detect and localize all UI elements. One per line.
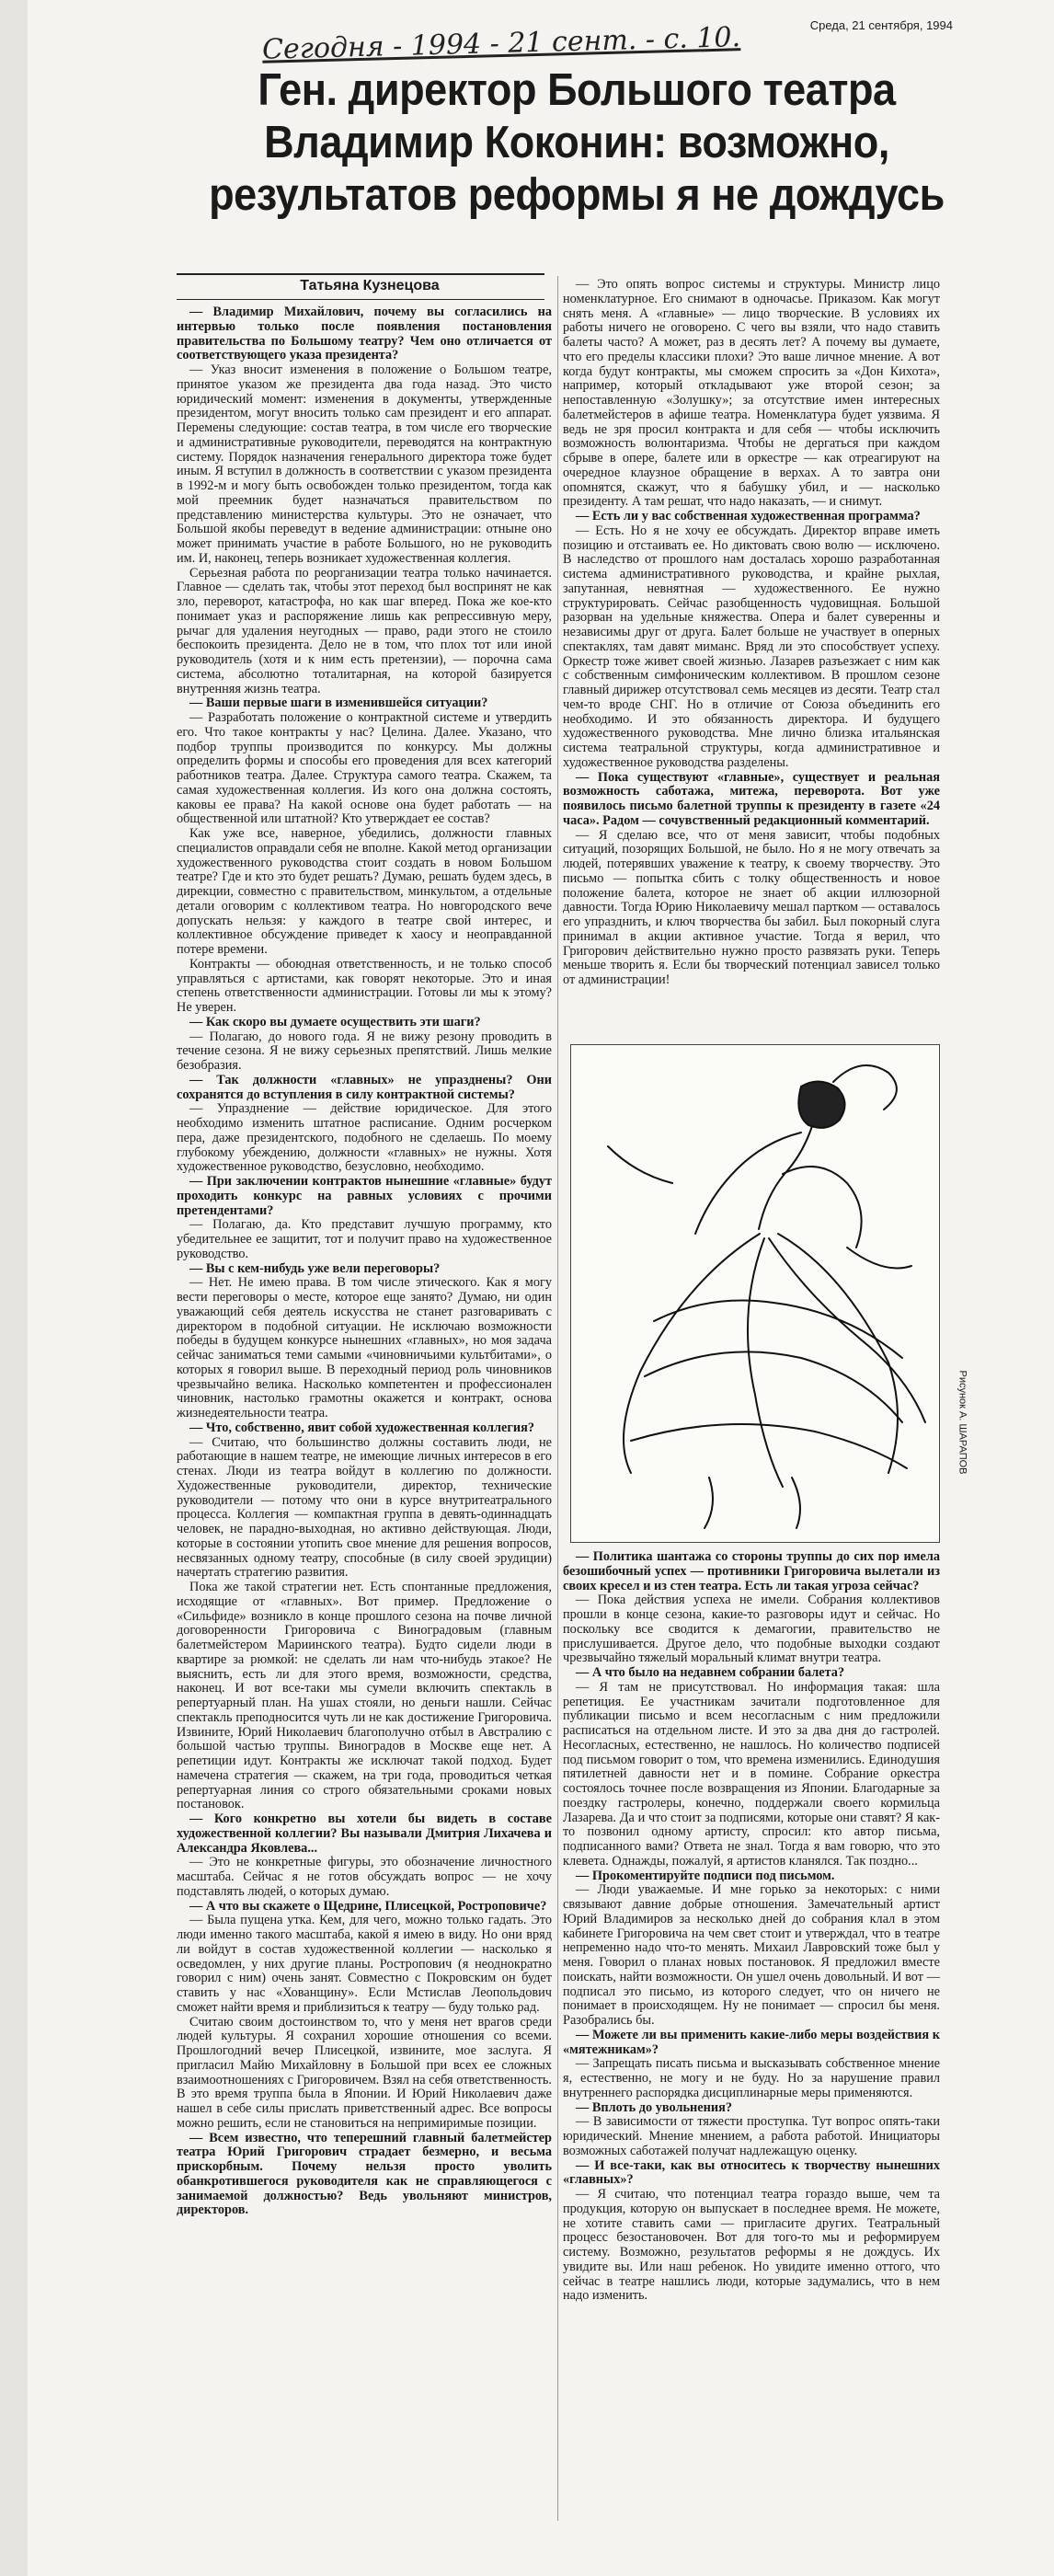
interview-answer: — Нет. Не имею права. В том числе этического. Как я могу вести переговоры о месте, которое еще занято? Думаю, ни один уважающий себя деятель искусства не станет разговаривать с директором в подобной ситуации. Не исключаю возможности победы в будущем конкурсе нынешних «главных», но моя задача сейчас заниматься теми самыми «чиновничьими культбитами», о которых я говорил выше. В переходный период роль чиновников чрезвычайно велика. Насколько компетентен и профессионален чиновник, настолько грамотны окажется и контракт, основа жизнедеятельности театра.: [177, 1275, 552, 1420]
interview-question: — Что, собственно, явит собой художественная коллегия?: [189, 1420, 534, 1435]
byline: Татьяна Кузнецова: [300, 278, 440, 293]
interview-question: — Пока существуют «главные», существует и реальная возможность саботажа, митежа, переворота. Вот уже появилось письмо балетной труппы к президенту в газете «24 часа». Радом — сочувственный редакционный комментарий.: [563, 769, 940, 828]
interview-answer: — Полагаю, да. Кто представит лучшую программу, кто убедительнее ее защитит, тот и получит право на художественное руководство.: [177, 1217, 552, 1261]
interview-question: — Так должности «главных» не упразднены? Они сохранятся до вступления в силу контрактной системы?: [177, 1072, 552, 1102]
interview-question: — Вплоть до увольнения?: [576, 2099, 732, 2115]
dateline: Среда, 21 сентября, 1994: [809, 18, 953, 32]
interview-answer: — Упразднение — действие юридическое. Для этого необходимо изменить штатное расписание. Одним росчерком пера, даже президентского, подобного не сделаешь. По моему глубокому убеждению, должности «главных» не нужны. Хотя художественное руководство, безусловно, необходимо.: [177, 1101, 552, 1175]
interview-question: — Кого конкретно вы хотели бы видеть в составе художественной коллегии? Вы называли Дмитрия Лихачева и Александра Яковлева...: [177, 1811, 552, 1856]
interview-question: — А что было на недавнем собрании балета?: [576, 1665, 845, 1680]
interview-answer: — Указ вносит изменения в положение о Большом театре, принятое указом же президента два года назад. Это чисто юридический момент: изменения в документы, утвержденные президентом, могут вносить только сам президент и его аппарат. Перемены следующие: состав театра, в том числе его творческие и административные руководители, переводятся на контрактную систему. Порядок назначения генерального директора тоже будет иным. Я вступил в должность в соответствии с указом президента в 1992-м и могу быть освобожден только президентом, тогда как мой преемник будет назначаться правительством по представлению министерства культуры. Это не означает, что Большой якобы переведут в ведение администрации: отныне оно может принимать участие в работе Большого, но не руководить им. И, наконец, теперь возникает художественная коллегия.: [177, 362, 552, 566]
interview-question: — И все-таки, как вы относитесь к творчеству нынешних «главных»?: [563, 2157, 940, 2188]
interview-answer: Считаю своим достоинством то, что у меня нет врагов среди людей культуры. Я сохранил хорошие отношения со всеми. Прошлогодний вечер Плисецкой, извините, мое заслуга. Я пригласил Майю Михайловну в Большой при всех ее сложных взаимоотношениях с Григоровичем. Взял на себя ответственность. В это время труппа была в Японии. И Юрий Николаевич даже нашел в себе силы прислать приветственный адрес. Все вопросы можно решить, если не становиться на непримиримые позиции.: [177, 2014, 552, 2131]
interview-answer: — Это опять вопрос системы и структуры. Министр лицо номенклатурное. Его снимают в одночасье. Приказом. Как могут снять меня. А «главные» — лицо творческие. В условиях их работы ничего не оговорено. С чего вы взяли, что надо ставить балеты часто? А может, раз в десять лет? А почему вы думаете, что его пределы классики плохи? Это ваше личное мнение. А вот когда будут контракты, мы сможем спросить за «Дон Кихота», например, который откладывают уже второй сезон; за непоставленную «Золушку»; за отсутствие имен интересных балетмейстеров в афише театра. Номенклатура будет уязвима. Я ведь не зря просил контракта и для себя — чтобы исключить возможность волюнтаризма. Чтобы не дергаться при каждом сбрыве в опере, балете или в оркестре — как отреагируют на очередное клаузное обращение в верхах. А то завтра они опомнятся, скажут, что я бабушку убил, и — насколько президенту. А там решат, что надо наказать, — и снимут.: [563, 278, 940, 510]
interview-question: — Вы с кем-нибудь уже вели переговоры?: [189, 1260, 441, 1276]
interview-answer: Серьезная работа по реорганизации театра только начинается. Главное — сделать так, чтобы этот переход был воспринят не как зло, переворот, катастрофа, но как шаг вперед. Пока же кое-кто понимает указ и распоряжение лишь как репрессивную меру, рычаг для удаления неугодных — право, ради этого не стоило беспокоить президента. Дело не в том, что плох тот или иной руководитель (хотя и к ним есть претензии), — порочна сама система, абсолютно тоталитарная, на которой базируется внутренняя жизнь театра.: [177, 565, 552, 696]
interview-answer: — Полагаю, до нового года. Я не вижу резону проводить в течение сезона. Я не вижу серьезных препятствий. Лишь мелкие безобразия.: [177, 1029, 552, 1073]
byline-rule-top: [177, 273, 544, 275]
interview-question: — Есть ли у вас собственная художественная программа?: [576, 509, 921, 523]
interview-question: — Владимир Михайлович, почему вы согласились на интервью только после появления постановления правительства по Большому театру? Чем оно отличается от соответствующего указа президента?: [177, 305, 552, 363]
interview-question: — Политика шантажа со стороны труппы до сих пор имела безошибочный успех — противники Григоровича вылетали из своих кресел и из стен театра. Есть ли такая угроза сейчас?: [563, 1550, 940, 1593]
headline: Ген. директор Большого театра Владимир Коконин: возможно, результатов реформы я не дождусь: [209, 65, 945, 220]
illustration: [570, 1044, 940, 1543]
interview-question: — Можете ли вы применить какие-либо меры воздействия к «мятежникам»?: [563, 2027, 940, 2057]
interview-answer: Пока же такой стратегии нет. Есть спонтанные предложения, исходящие от «главных». Вот пример. Предложение о «Сильфиде» возникло в конце прошлого сезона на почве личной договоренности Григоровича с Виноградовым (главным балетмейстером Мариинского театра). Будто сидели люди в квартире за рюмкой: не сделать ли нам что-нибудь этакое? Не выяснить, есть ли для этого время, возможности, средства, наконец. И вот все-таки мы сумели включить спектакль в репертуарный план. На ушах стояли, но деньги нашли. Сейчас спектакль преподносится чуть ли не как достижение Григоровича. Извините, Юрий Николаевич благополучно отбыл в Австралию с большой частью труппы. Виноградов в Москве еще нет. А репетиции идут. Контракты же исключат такой подход. Будет намечена стратегия — скажем, на три года, проводиться четкая репертуарная линия со строго обязательными сроками новых постановок.: [177, 1580, 552, 1812]
column-divider: [557, 276, 558, 2521]
interview-question: — Прокоментируйте подписи под письмом.: [576, 1868, 835, 1883]
interview-answer: — Я считаю, что потенциал театра гораздо выше, чем та продукция, которую он выпускает в последнее время. Не можете, не хотите ставить сами — пригласите других. Театральный процесс безостановочен. Вот для того-то мы и реформируем систему. Возможно, результатов реформы я не дождусь. Их увидите вы. Или наш ребенок. Но увидите именно оттого, что сейчас в театре нашлись люди, которые задумались, что в нем надо изменить.: [563, 2187, 940, 2304]
interview-answer: — Я там не присутствовал. Но информация такая: шла репетиция. Ее участникам зачитали подготовленное для публикации письмо и всем несогласным с ним предложили расписаться на отдельном листе. И это за два дня до гастролей. Несогласных, естественно, не нашлось. Но количество подписей под письмом говорит о том, что времена изменились. Единодушия пятилетней давности нет и в помине. Собрание оркестра состоялось точнее после возвращения из Японии. Благодарные за поездку гастролеры, конечно, поддержали своего кормильца Лазарева. Да и что стоит за подписями, которые они ставят? Я как-то позвонил одному артисту, спросил: кто автор письма, подписанного вами? Ответа не знал. Тогда я вам говорю, что это клевета. Однажды, пожалуй, я артистов кланялся. Так поздно...: [563, 1679, 940, 1869]
masthead-fragment: [37, 0, 681, 13]
interview-answer: — Была пущена утка. Кем, для чего, можно только гадать. Это люди именно такого масштаба, какой я имею в виду. Но они вряд ли войдут в состав художественной коллегии — насколько я осведомлен, у них другие планы. Ростропович (я неоднократно говорил с ним) очень занят. Совместно с Покровским он будет ставить у нас «Хованщину». Если Мстислав Леопольдович сможет найти время и приблизиться к театру — буду только рад.: [177, 1913, 552, 2015]
interview-answer: — Пока действия успеха не имели. Собрания коллективов прошли в конце сезона, какие-то разговоры идут и сейчас. Но поскольку все сводится к демагогии, правительство не прислушивается. Другое дело, что подобные выходки создают чрезвычайно тяжелый моральный климат внутри театра.: [563, 1593, 940, 1666]
interview-answer: — Считаю, что большинство должны составить люди, не работающие в нашем театре, не имеющие личных интересов в его стенах. Люди из театра войдут в коллегию по должности. Художественные руководители, директор, технические руководители — потому что они в курсе внутритеатрального процесса. Коллегия — компактная группа в девять-одиннадцать человек, не парадно-выходная, но активно действующая. Люди, которые в состоянии утопить свое мнение для решения вопросов, несвязанных одному театру, способные (в силу своей эрудиции) начертать стратегию развития.: [177, 1434, 552, 1581]
scan-edge: [0, 0, 28, 2576]
interview-answer: Как уже все, наверное, убедились, должности главных специалистов оправдали себя не вполне. Какой метод организации художественного руководства стоит создать в новом Большом театре? Где и кто это будет решать? Думаю, решать будем здесь, в дирекции, совместно с правительством, минкультом, а отдельные детали оговорим с коллективом театра. Но новгородского вече допускать нельзя: у каждого в театре свой интерес, и коллективное обсуждение приведет к хаосу и неоправданной потере времени.: [177, 826, 552, 957]
interview-question: — Ваши первые шаги в изменившейся ситуации?: [189, 696, 488, 711]
column-2-top: [563, 278, 940, 1032]
interview-answer: — Разработать положение о контрактной системе и утвердить его. Что такое контракты у нас? Целина. Далее. Указано, что подбор труппы производится по конкурсу. Мы должны определить формы и способы его проведения для всех категорий работников театра. Далее. Структура самого театра. Скажем, та самая художественная коллегия. Из кого она должна состоять, каковы ее права? На какой основе она будет работать — на общественной или штатной? Кто утверждает ее состав?: [177, 710, 552, 827]
interview-answer: — Есть. Но я не хочу ее обсуждать. Директор вправе иметь позицию и отстаивать ее. Но диктовать свою волю — исключено. В наследство от прошлого нам досталась хорошо разработанная система административного руководства, и крайне рыхлая, запутанная, невнятная — художественного. Ее нужно структурировать. Сейчас разобщенность чудовищная. Большой разорван на удельные княжества. Опера и балет суверенны и независимы друг от друга. Балет больше не участвует в оперных спектаклях, там давят миманс. Вряд ли это способствует успеху. Оркестр тоже живет своей жизнью. Лазарев разъезжает с ним как с собственным симфоническим коллективом. В прошлом сезоне главный дирижер отсутствовал семь месяцев из десяти. Театр стал чем-то вроде СНГ. Но в отличие от Союза объединить его необходимо. И это обязанность директора. И будущего художественного руководства. Мне лично близка итальянская система театральной структуры, когда административное и художественное руководства разделены.: [563, 523, 940, 770]
interview-answer: — Запрещать писать письма и высказывать собственное мнение я, естественно, не могу и не буду. Но за нарушение правил внутреннего распорядка дисциплинарные меры применяются.: [563, 2056, 940, 2100]
interview-answer: — Это не конкретные фигуры, это обозначение личностного масштаба. Сейчас я не готов обсуждать вопрос — не хочу подставлять людей, о которых думаю.: [177, 1855, 552, 1899]
column-1: [177, 305, 552, 2523]
interview-question: — При заключении контрактов нынешние «главные» будут проходить конкурс на равных условиях с прочими претендентами?: [177, 1174, 552, 1218]
interview-answer: — Я сделаю все, что от меня зависит, чтобы подобных ситуаций, позорящих Большой, не было. Но я не могу отвечать за людей, потерявших уважение к театру, к своему творчеству. Это письмо — попытка сбить с толку общественность и новое положение балета, которое не знает об акции иллюзорной давности. Тогда Юрию Николаевичу мешал партком — оставалось его упразднить, и ключ творчества бы забил. Был покорный слуга принимал в акции активное участие. Тогда я верил, что Григорович действительно нужно просто развязать руки. Теперь меньше творить я. Если бы творческий потенциал зависел только от администрации!: [563, 827, 940, 987]
interview-question: — Как скоро вы думаете осуществить эти шаги?: [189, 1014, 481, 1029]
illustration-credit: Рисунок А. ШАРАПОВ: [957, 1370, 968, 1475]
handwritten-source-note: Сегодня - 1994 - 21 сент. - с. 10.: [261, 21, 741, 66]
interview-answer: — В зависимости от тяжести проступка. Тут вопрос опять-таки юридический. Мнение мнением, а работа работой. Инициаторы возможных саботажей получат надлежащую оценку.: [563, 2114, 940, 2158]
interview-question: — А что вы скажете о Щедрине, Плисецкой, Ростроповиче?: [189, 1898, 547, 1914]
interview-question: — Всем известно, что теперешний главный балетмейстер театра Юрий Григорович страдает безмерно, и весьма прискорбным. Почему нельзя просто уволить обанкротившегося руководителя как не справляющегося с занимаемой должностью? Ведь увольняют министров, директоров.: [177, 2130, 552, 2218]
interview-answer: — Люди уважаемые. И мне горько за некоторых: с ними связывают давние добрые отношения. Замечательный артист Юрий Владимиров за несколько дней до собрания клал в этом кабинете Григоровича на чем свет стоит и утверждал, что в театре непременно надо что-то менять. Михаил Лавровский тоже был у меня. Говорил о планах новых постановок. Я предложил вместе поискать, найти возможности. Он ушел очень довольный. И вот — подписал это письмо, из которого следует, что он ничего не понимает в происходящем. Ну не понимает — спросил бы меня. Разобрались бы.: [563, 1882, 940, 2028]
byline-rule-bottom: [177, 299, 544, 300]
column-2-bottom: [563, 1550, 940, 2521]
interview-answer: Контракты — обоюдная ответственность, и не только способ управляться с артистами, как говорят некоторые. Это и иная степень ответственности администрации. Готовы ли мы к этому? Не уверен.: [177, 956, 552, 1015]
ballerina-sketch-icon: [571, 1045, 939, 1542]
